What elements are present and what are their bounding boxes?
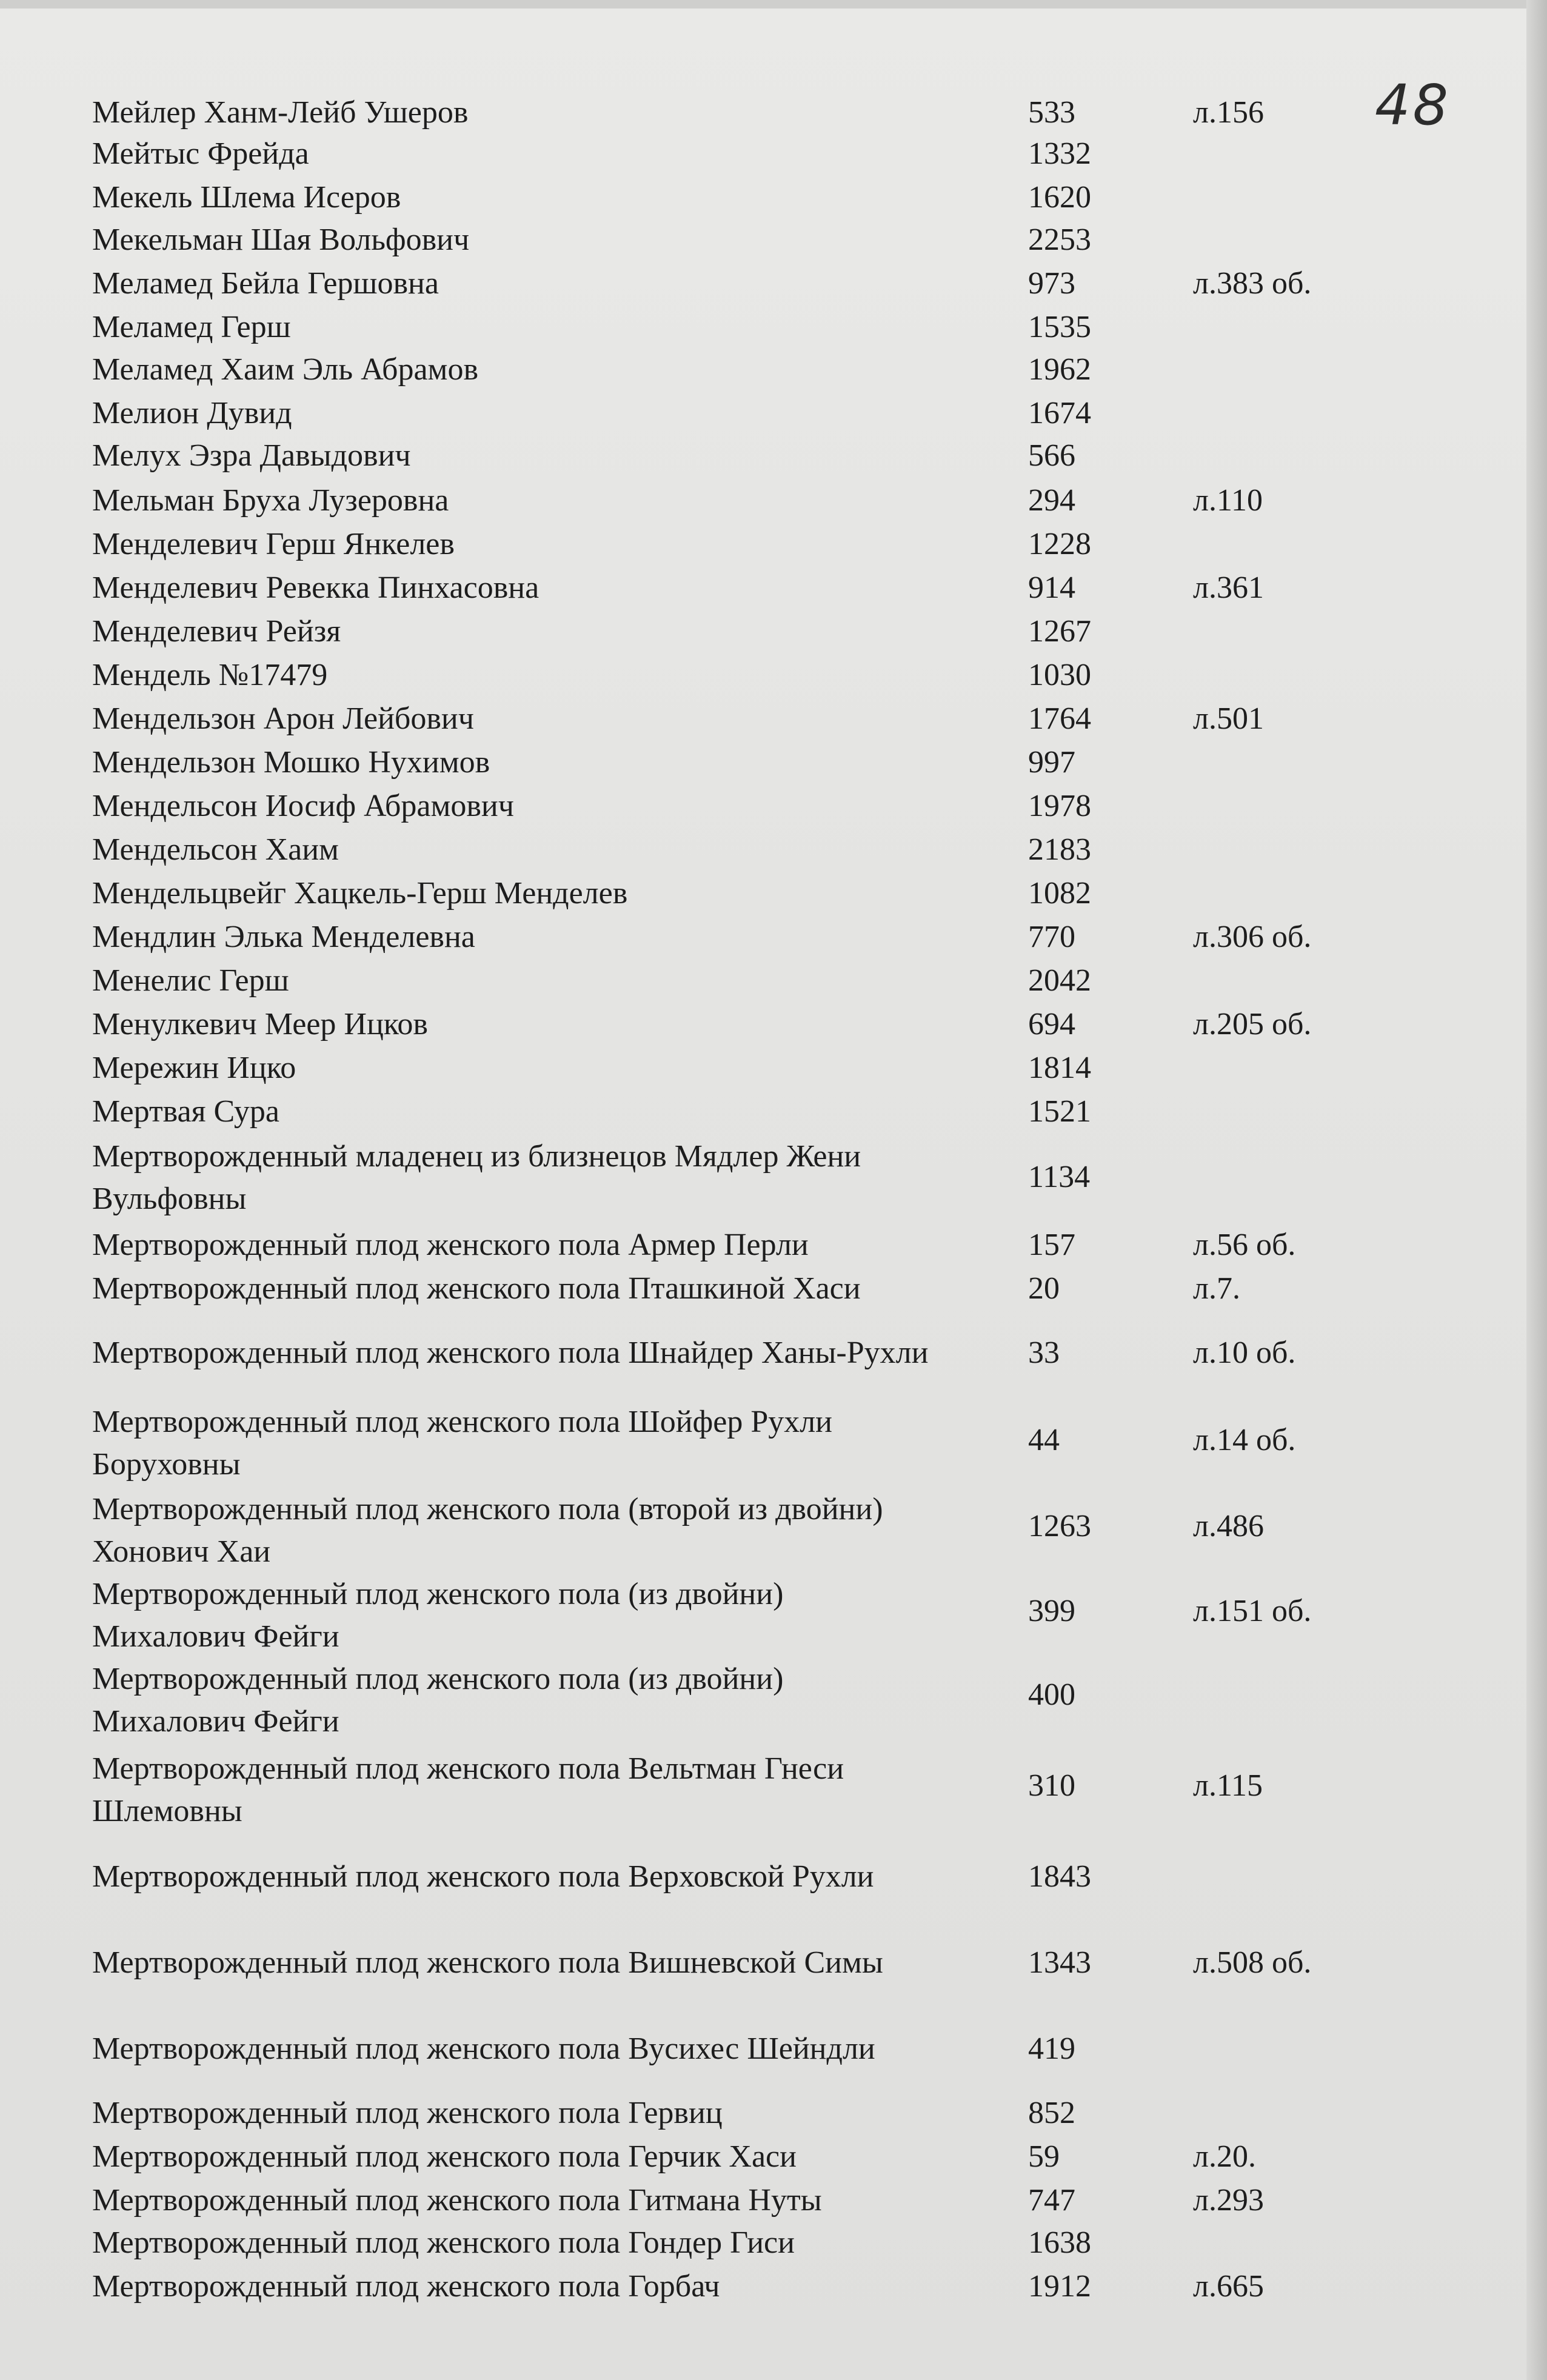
entry-sheet-reference: л.156 <box>1193 95 1264 130</box>
entry-record-number: 1521 <box>1028 1094 1091 1129</box>
entry-name: Мейтыс Фрейда <box>92 136 309 171</box>
entry-name: Меламед Хаим Эль Абрамов <box>92 352 478 387</box>
entry-name: Мейлер Ханм-Лейб Ушеров <box>92 95 469 130</box>
entry-name: Мекель Шлема Исеров <box>92 180 401 215</box>
entry-name: Мендельсон Иосиф Абрамович <box>92 789 514 823</box>
entry-record-number: 1912 <box>1028 2269 1091 2304</box>
entry-record-number: 1638 <box>1028 2225 1091 2260</box>
entry-name: Мендельзон Арон Лейбович <box>92 701 474 736</box>
entry-name: Менделевич Ревекка Пинхасовна <box>92 570 540 605</box>
entry-name: Мережин Ицко <box>92 1051 296 1085</box>
entry-record-number: 2253 <box>1028 222 1091 257</box>
entry-record-number: 1134 <box>1028 1160 1091 1194</box>
entry-name: Менделевич Герш Янкелев <box>92 527 455 561</box>
entry-sheet-reference: л.383 об. <box>1193 266 1312 301</box>
entry-record-number: 747 <box>1028 2183 1075 2218</box>
entry-name: Мертворожденный плод женского пола Горбач <box>92 2269 720 2304</box>
entry-name: Мертвая Сура <box>92 1094 280 1129</box>
entry-name: Менулкевич Меер Ицков <box>92 1007 428 1041</box>
entry-record-number: 33 <box>1028 1335 1060 1370</box>
entry-record-number: 1764 <box>1028 701 1091 736</box>
entry-sheet-reference: л.110 <box>1193 483 1263 518</box>
entry-name: Мертворожденный плод женского пола Верховской Рухли <box>92 1859 874 1894</box>
entry-name: Мельман Бруха Лузеровна <box>92 483 449 518</box>
entry-record-number: 419 <box>1028 2031 1075 2066</box>
entry-name-continued: Михалович Фейги <box>92 1704 339 1739</box>
entry-record-number: 1535 <box>1028 310 1091 344</box>
entry-record-number: 1843 <box>1028 1859 1091 1894</box>
entry-name: Мертворожденный плод женского пола Шнайдер Ханы-Рухли <box>92 1335 929 1370</box>
entry-sheet-reference: л.501 <box>1193 701 1264 736</box>
entry-record-number: 310 <box>1028 1768 1075 1803</box>
entry-name-continued: Хонович Хаи <box>92 1534 271 1569</box>
entry-name: Мертворожденный младенец из близнецов Мядлер Жени <box>92 1139 861 1174</box>
entry-name: Мертворожденный плод женского пола Вусихес Шейндли <box>92 2031 875 2066</box>
entry-sheet-reference: л.151 об. <box>1193 1594 1312 1628</box>
entry-name: Мекельман Шая Вольфович <box>92 222 470 257</box>
entry-name: Мертворожденный плод женского пола Герчик Хаси <box>92 2139 797 2174</box>
entry-record-number: 294 <box>1028 483 1075 518</box>
entry-record-number: 1332 <box>1028 136 1091 171</box>
entry-record-number: 1228 <box>1028 527 1091 561</box>
entry-sheet-reference: л.7. <box>1193 1271 1240 1306</box>
entry-name: Мертворожденный плод женского пола (из двойни) <box>92 1577 784 1611</box>
entry-sheet-reference: л.10 об. <box>1193 1335 1296 1370</box>
entry-record-number: 157 <box>1028 1228 1075 1262</box>
entry-sheet-reference: л.361 <box>1193 570 1264 605</box>
entry-name-continued: Шлемовны <box>92 1794 242 1828</box>
entry-record-number: 997 <box>1028 745 1075 780</box>
entry-record-number: 1620 <box>1028 180 1091 215</box>
entry-sheet-reference: л.205 об. <box>1193 1007 1312 1041</box>
entry-name: Мелух Эзра Давыдович <box>92 438 411 473</box>
entry-name: Мертворожденный плод женского пола Шойфер Рухли <box>92 1405 833 1439</box>
entry-name: Мендлин Элька Менделевна <box>92 920 475 954</box>
entry-record-number: 1978 <box>1028 789 1091 823</box>
entry-sheet-reference: л.508 об. <box>1193 1945 1312 1980</box>
entry-name-continued: Боруховны <box>92 1447 241 1482</box>
entry-name: Мертворожденный плод женского пола (второй из двойни) <box>92 1492 883 1526</box>
entry-record-number: 44 <box>1028 1423 1060 1457</box>
entry-record-number: 770 <box>1028 920 1075 954</box>
entry-record-number: 1674 <box>1028 396 1091 430</box>
entry-record-number: 399 <box>1028 1594 1075 1628</box>
entry-name: Меламед Герш <box>92 310 291 344</box>
entry-name-continued: Вульфовны <box>92 1182 247 1216</box>
entry-name: Мендельцвейг Хацкель-Герш Менделев <box>92 876 628 911</box>
entry-record-number: 852 <box>1028 2096 1075 2130</box>
entry-sheet-reference: л.486 <box>1193 1509 1264 1543</box>
entry-record-number: 1814 <box>1028 1051 1091 1085</box>
entry-name: Менделевич Рейзя <box>92 614 341 649</box>
entry-sheet-reference: л.56 об. <box>1193 1228 1296 1262</box>
entry-name: Мертворожденный плод женского пола Армер Перли <box>92 1228 809 1262</box>
entry-record-number: 400 <box>1028 1677 1075 1712</box>
entry-record-number: 1343 <box>1028 1945 1091 1980</box>
entry-name: Мертворожденный плод женского пола Пташкиной Хаси <box>92 1271 861 1306</box>
entry-record-number: 1263 <box>1028 1509 1091 1543</box>
entry-sheet-reference: л.115 <box>1193 1768 1263 1803</box>
entry-record-number: 2183 <box>1028 832 1091 867</box>
entry-record-number: 1962 <box>1028 352 1091 387</box>
entry-record-number: 694 <box>1028 1007 1075 1041</box>
entry-sheet-reference: л.306 об. <box>1193 920 1312 954</box>
entry-record-number: 973 <box>1028 266 1075 301</box>
entry-record-number: 1082 <box>1028 876 1091 911</box>
entry-name: Мертворожденный плод женского пола Гитмана Нуты <box>92 2183 822 2218</box>
entry-name-continued: Михалович Фейги <box>92 1619 339 1654</box>
entry-name: Мендельсон Хаим <box>92 832 339 867</box>
entry-name: Мертворожденный плод женского пола Гондер Гиси <box>92 2225 795 2260</box>
entry-name: Мертворожденный плод женского пола (из двойни) <box>92 1662 784 1696</box>
entry-record-number: 533 <box>1028 95 1075 130</box>
entry-name: Мертворожденный плод женского пола Гервиц <box>92 2096 723 2130</box>
entry-record-number: 59 <box>1028 2139 1060 2174</box>
entry-name: Мендельзон Мошко Нухимов <box>92 745 490 780</box>
entry-name: Мелион Дувид <box>92 396 292 430</box>
entry-record-number: 2042 <box>1028 963 1091 998</box>
entry-name: Менелис Герш <box>92 963 289 998</box>
entry-sheet-reference: л.665 <box>1193 2269 1264 2304</box>
entry-sheet-reference: л.14 об. <box>1193 1423 1296 1457</box>
entry-sheet-reference: л.293 <box>1193 2183 1264 2218</box>
page-folio-number: 48 <box>1375 73 1451 138</box>
entry-sheet-reference: л.20. <box>1193 2139 1256 2174</box>
entry-record-number: 566 <box>1028 438 1075 473</box>
entry-record-number: 914 <box>1028 570 1075 605</box>
entry-name: Меламед Бейла Гершовна <box>92 266 439 301</box>
entry-record-number: 1267 <box>1028 614 1091 649</box>
entry-name: Мендель №17479 <box>92 658 328 692</box>
entry-name: Мертворожденный плод женского пола Вишневской Симы <box>92 1945 883 1980</box>
entry-record-number: 20 <box>1028 1271 1060 1306</box>
entry-record-number: 1030 <box>1028 658 1091 692</box>
entry-name: Мертворожденный плод женского пола Вельтман Гнеси <box>92 1751 844 1786</box>
